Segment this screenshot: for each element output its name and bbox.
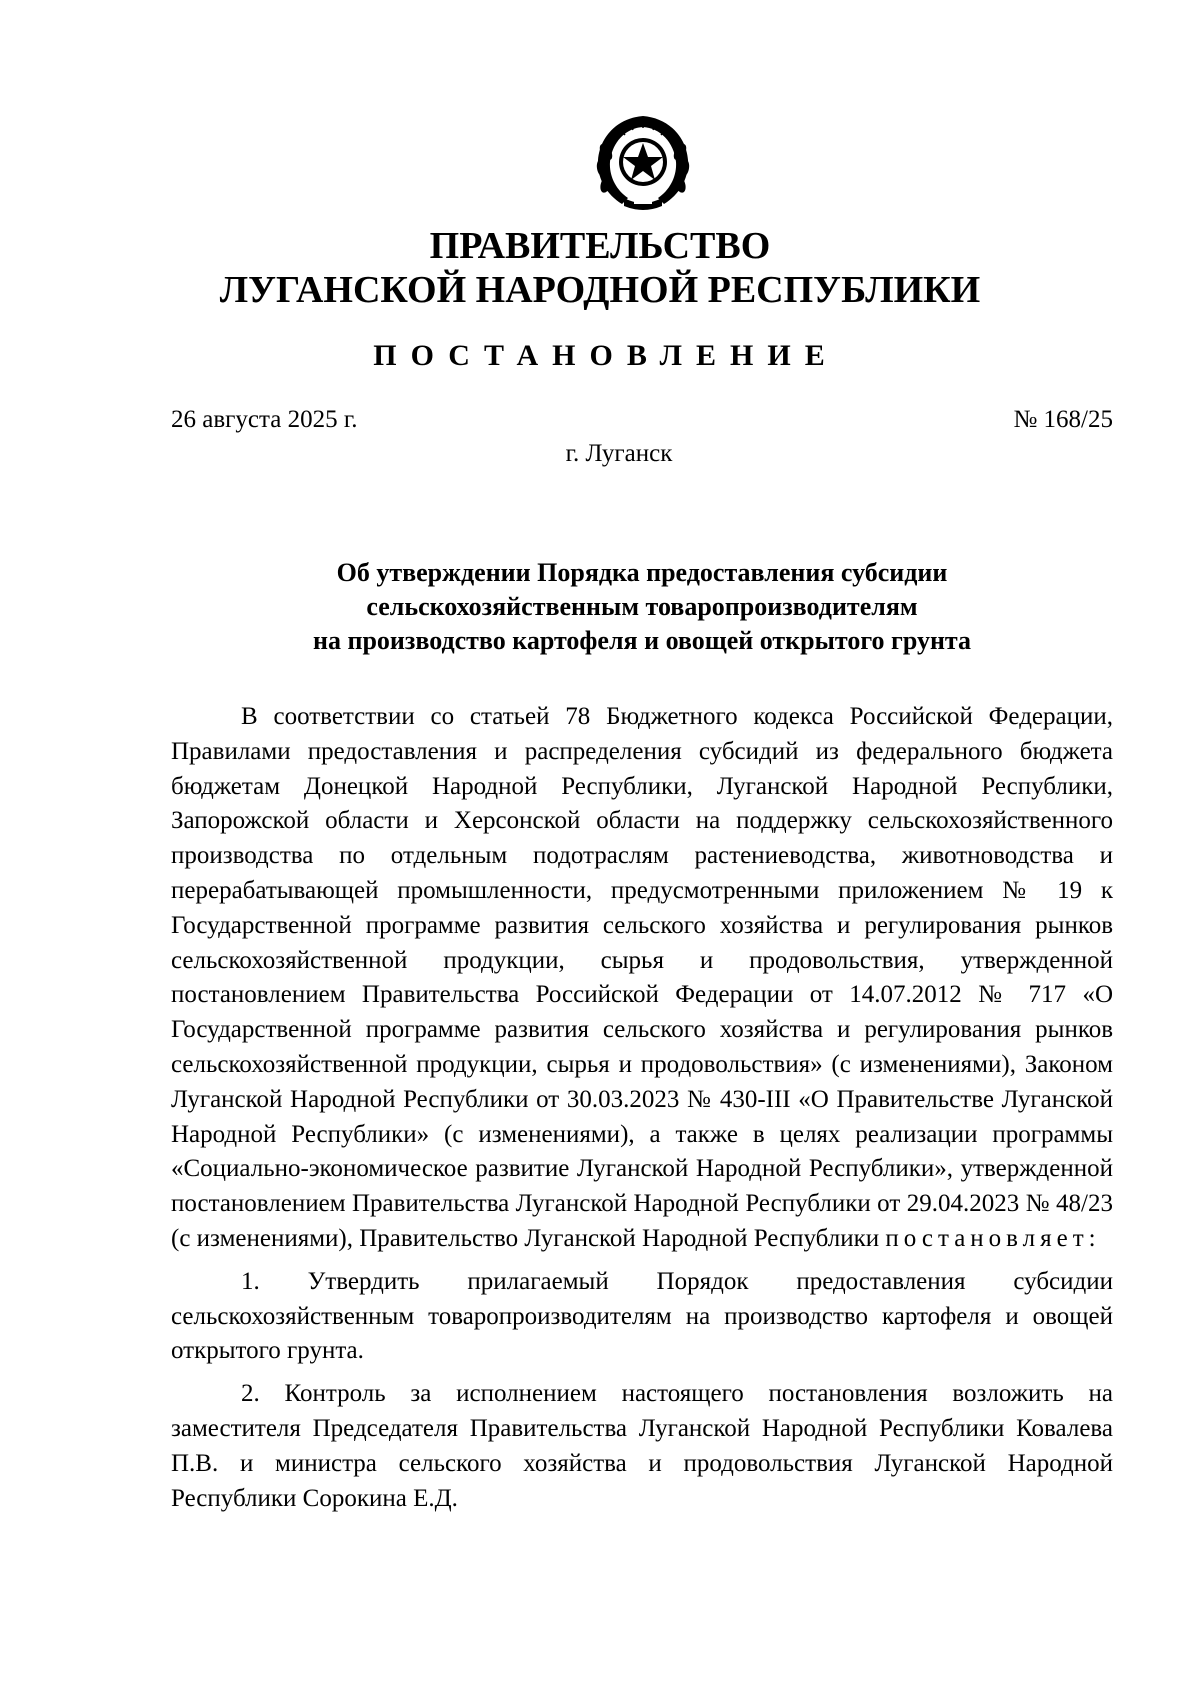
title-line1: Об утверждении Порядка предоставления субсидии [336, 558, 948, 587]
preamble-paragraph [171, 700, 1113, 1257]
organization-name-line1: ПРАВИТЕЛЬСТВО [429, 225, 771, 267]
document-number: № 168/25 [1013, 406, 1113, 433]
item-1-paragraph: 1. Утвердить прилагаемый Порядок предоставления субсидии сельскохозяйственным товаропроизводителям на производство картофеля и овощей открытого грунта. [171, 1267, 1113, 1365]
document-body [171, 700, 1113, 1516]
document-date: 26 августа 2025 г. [171, 406, 358, 433]
coat-of-arms-emblem [588, 112, 698, 214]
resolves-word: постановляет: [885, 1224, 1101, 1252]
preamble-text: В соответствии со статьей 78 Бюджетного кодекса Российской Федерации, Правилами предоставления и распределения субсидий из федерального бюджета бюджетам Донецкой Народной Республики, Луганской Народной Республики, Запорожской области и Херсонской области на поддержку сельскохозяйственного производства по отдельным подотраслям растениеводства, животноводства и перерабатывающей промышленности, предусмотренными приложением № 19 к Государственной программе развития сельского хозяйства и регулирования рынков сельскохозяйственной продукции, сырья и продовольствия, утвержденной постановлением Правительства Российской Федерации от 14.07.2012 № 717 «О Государственной программе развития сельского хозяйства и регулирования рынков сельскохозяйственной продукции, сырья и продовольствия» (с изменениями), Законом Луганской Народной Республики от 30.03.2023 № 430-III «О Правительстве Луганской Народной Республики» (с изменениями), а также в целях реализации программы «Социально-экономическое развитие Луганской Народной Республики», утвержденной постановлением Правительства Луганской Народной Республики от 29.04.2023 № 48/23 (с изменениями), Правительство Луганской Народной Республики [171, 703, 1113, 1252]
title-line3: на производство картофеля и овощей открытого грунта [312, 626, 972, 655]
item-2-paragraph: 2. Контроль за исполнением настоящего постановления возложить на заместителя Председателя Правительства Луганской Народной Республики Ковалева П.В. и министра сельского хозяйства и продовольствия Луганской Народной Республики Сорокина Е.Д. [171, 1380, 1113, 1512]
title-line2: сельскохозяйственным товаропроизводителям [366, 592, 918, 621]
organization-name-line2: ЛУГАНСКОЙ НАРОДНОЙ РЕСПУБЛИКИ [219, 269, 981, 311]
document-type: ПОСТАНОВЛЕНИЕ [373, 339, 839, 372]
document-city: г. Луганск [565, 440, 673, 467]
document-title [171, 556, 1113, 658]
